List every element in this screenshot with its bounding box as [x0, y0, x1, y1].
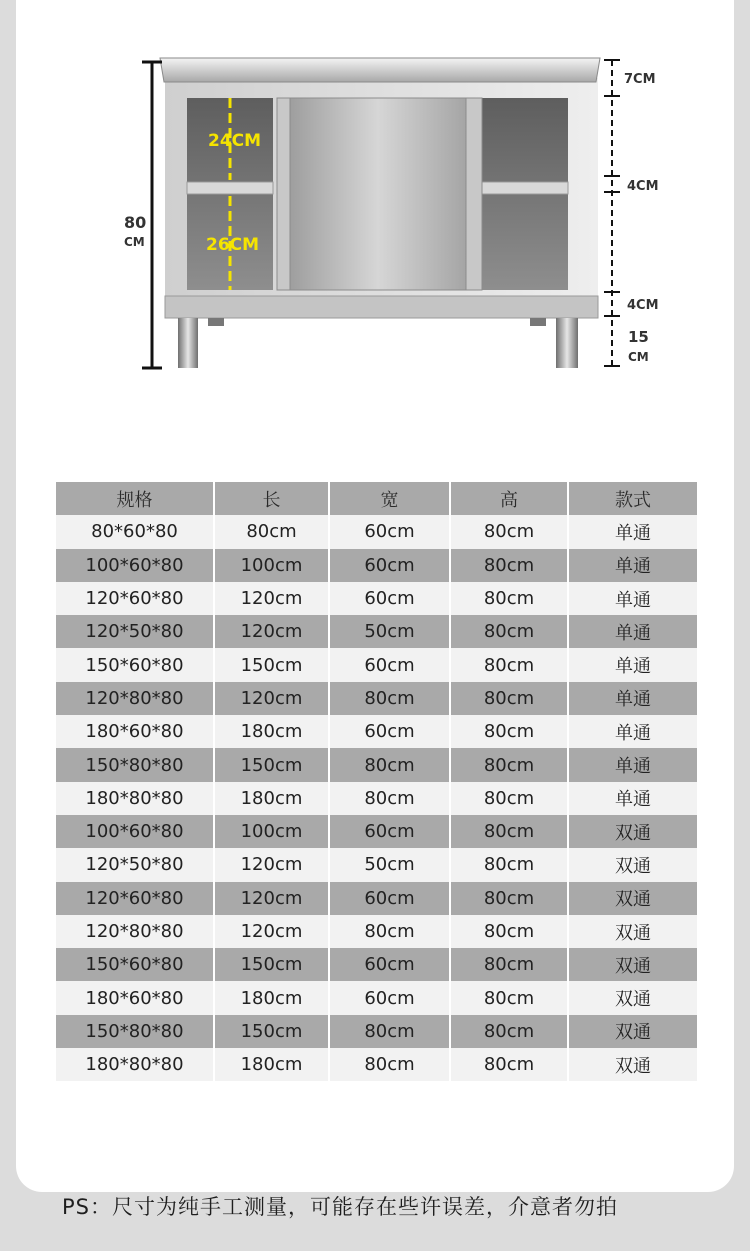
- right-shelf: [482, 182, 568, 194]
- sliding-door-center: [290, 98, 466, 290]
- table-cell: 80cm: [450, 848, 568, 881]
- table-cell: 80cm: [329, 1015, 450, 1048]
- header-width: 宽: [329, 482, 450, 515]
- table-cell: 120cm: [214, 682, 329, 715]
- table-cell: 80cm: [450, 948, 568, 981]
- table-cell: 120*60*80: [56, 882, 214, 915]
- table-cell: 150cm: [214, 648, 329, 681]
- table-cell: 180cm: [214, 1048, 329, 1081]
- table-cell: 单通: [568, 515, 697, 548]
- table-cell: 80cm: [214, 515, 329, 548]
- dim-mid-label: 4CM: [627, 179, 659, 194]
- table-cell: 180*60*80: [56, 715, 214, 748]
- table-row: [56, 549, 697, 582]
- table-cell: 单通: [568, 682, 697, 715]
- spec-table: [56, 482, 697, 1081]
- sliding-door-right: [466, 98, 482, 290]
- table-cell: 180cm: [214, 782, 329, 815]
- table-cell: 80cm: [450, 748, 568, 781]
- left-shelf: [187, 182, 273, 194]
- table-cell: 180*60*80: [56, 981, 214, 1014]
- table-cell: 150cm: [214, 1015, 329, 1048]
- table-cell: 80cm: [450, 582, 568, 615]
- table-cell: 80cm: [450, 882, 568, 915]
- table-cell: 双通: [568, 882, 697, 915]
- table-cell: 60cm: [329, 648, 450, 681]
- table-cell: 120cm: [214, 882, 329, 915]
- table-cell: 180cm: [214, 715, 329, 748]
- table-cell: 80cm: [329, 782, 450, 815]
- table-cell: 120cm: [214, 582, 329, 615]
- table-cell: 80cm: [450, 682, 568, 715]
- table-cell: 60cm: [329, 515, 450, 548]
- shelf-bottom-label: 26CM: [206, 235, 260, 255]
- cabinet-illustration: [0, 0, 750, 420]
- table-cell: 单通: [568, 715, 697, 748]
- table-cell: 120*50*80: [56, 848, 214, 881]
- header-spec: 规格: [56, 482, 214, 515]
- table-cell: 100cm: [214, 815, 329, 848]
- table-cell: 双通: [568, 915, 697, 948]
- footnote: PS：尺寸为纯手工测量，可能存在些许误差，介意者勿拍: [62, 1195, 618, 1219]
- table-cell: 双通: [568, 981, 697, 1014]
- table-cell: 80cm: [450, 515, 568, 548]
- table-row: [56, 782, 697, 815]
- table-cell: 100*60*80: [56, 549, 214, 582]
- table-cell: 60cm: [329, 815, 450, 848]
- table-cell: 150cm: [214, 948, 329, 981]
- table-cell: 60cm: [329, 582, 450, 615]
- table-cell: 150*60*80: [56, 948, 214, 981]
- table-cell: 120*80*80: [56, 915, 214, 948]
- table-row: [56, 515, 697, 548]
- table-cell: 单通: [568, 615, 697, 648]
- dim-leg-unit: CM: [628, 350, 649, 364]
- table-row: [56, 981, 697, 1014]
- table-cell: 50cm: [329, 848, 450, 881]
- table-cell: 100cm: [214, 549, 329, 582]
- table-cell: 80cm: [329, 915, 450, 948]
- table-row: [56, 848, 697, 881]
- table-row: [56, 748, 697, 781]
- table-row: [56, 682, 697, 715]
- table-cell: 120*60*80: [56, 582, 214, 615]
- table-cell: 双通: [568, 948, 697, 981]
- table-row: [56, 648, 697, 681]
- table-cell: 150cm: [214, 748, 329, 781]
- dim-top-label: 7CM: [624, 72, 656, 87]
- table-cell: 80cm: [450, 1048, 568, 1081]
- dim-lower-label: 4CM: [627, 298, 659, 313]
- table-cell: 单通: [568, 549, 697, 582]
- right-rear-foot: [530, 318, 546, 326]
- table-cell: 双通: [568, 848, 697, 881]
- table-body: [56, 515, 697, 1081]
- table-cell: 双通: [568, 1015, 697, 1048]
- table-cell: 120cm: [214, 615, 329, 648]
- bottom-rail: [165, 296, 598, 318]
- table-cell: 120*50*80: [56, 615, 214, 648]
- table-row: [56, 615, 697, 648]
- table-cell: 单通: [568, 648, 697, 681]
- table-row: [56, 715, 697, 748]
- table-cell: 80cm: [450, 715, 568, 748]
- header-length: 长: [214, 482, 329, 515]
- table-cell: 60cm: [329, 882, 450, 915]
- table-cell: 80cm: [450, 648, 568, 681]
- table-row: [56, 1015, 697, 1048]
- table-row: [56, 1048, 697, 1081]
- table-cell: 单通: [568, 582, 697, 615]
- table-cell: 80cm: [329, 1048, 450, 1081]
- table-row: [56, 915, 697, 948]
- table-cell: 150*80*80: [56, 1015, 214, 1048]
- height-total-unit: CM: [124, 235, 145, 249]
- table-cell: 100*60*80: [56, 815, 214, 848]
- table-cell: 80cm: [450, 549, 568, 582]
- table-row: [56, 582, 697, 615]
- table-row: [56, 882, 697, 915]
- table-cell: 80cm: [450, 915, 568, 948]
- cabinet-top: [160, 58, 600, 82]
- table-cell: 80cm: [329, 748, 450, 781]
- table-row: [56, 948, 697, 981]
- table-cell: 双通: [568, 1048, 697, 1081]
- table-cell: 60cm: [329, 948, 450, 981]
- header-height: 高: [450, 482, 568, 515]
- table-cell: 80cm: [450, 615, 568, 648]
- shelf-top-label: 24CM: [208, 131, 262, 151]
- table-cell: 单通: [568, 782, 697, 815]
- dim-leg-value: 15: [628, 328, 649, 346]
- table-cell: 60cm: [329, 715, 450, 748]
- table-cell: 180cm: [214, 981, 329, 1014]
- table-cell: 150*60*80: [56, 648, 214, 681]
- table-cell: 50cm: [329, 615, 450, 648]
- table-header-row: [56, 482, 697, 515]
- table-cell: 60cm: [329, 981, 450, 1014]
- table-cell: 60cm: [329, 549, 450, 582]
- table-cell: 80cm: [329, 682, 450, 715]
- table-cell: 150*80*80: [56, 748, 214, 781]
- table-cell: 120cm: [214, 915, 329, 948]
- table-cell: 80*60*80: [56, 515, 214, 548]
- table-cell: 单通: [568, 748, 697, 781]
- table-row: [56, 815, 697, 848]
- table-cell: 120cm: [214, 848, 329, 881]
- table-cell: 120*80*80: [56, 682, 214, 715]
- table-cell: 80cm: [450, 981, 568, 1014]
- table-cell: 80cm: [450, 782, 568, 815]
- table-cell: 80cm: [450, 815, 568, 848]
- left-leg: [178, 318, 198, 368]
- right-leg: [556, 318, 578, 368]
- left-rear-foot: [208, 318, 224, 326]
- table-cell: 180*80*80: [56, 1048, 214, 1081]
- height-total-value: 80: [124, 213, 147, 232]
- header-style: 款式: [568, 482, 697, 515]
- table-cell: 双通: [568, 815, 697, 848]
- table-cell: 80cm: [450, 1015, 568, 1048]
- table-cell: 180*80*80: [56, 782, 214, 815]
